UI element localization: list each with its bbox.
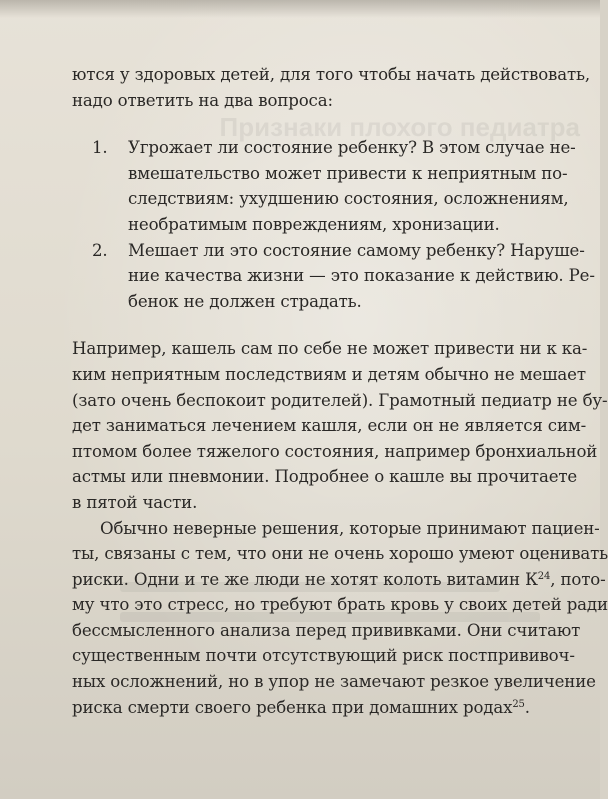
text-line: ных осложнений, но в упор не замечают резкое увеличение xyxy=(72,672,596,692)
text-line: вмешательство может привести к неприятным по- xyxy=(128,163,568,183)
text-line xyxy=(72,567,606,593)
text-line: дет заниматься лечением кашля, если он не является сим- xyxy=(72,416,587,436)
paragraph-cough-example xyxy=(72,336,608,515)
footnote-marker: 24 xyxy=(537,570,551,582)
page-edge-shadow xyxy=(0,0,600,18)
text-line: следствиям: ухудшению состояния, осложнениям, xyxy=(128,189,569,209)
paragraph-wrong-decisions xyxy=(72,516,608,721)
text-line: ются у здоровых детей, для того чтобы начать действовать, xyxy=(72,65,591,84)
text-line: надо ответить на два вопроса: xyxy=(72,90,333,110)
text-line: бессмысленного анализа перед прививками. Они считают xyxy=(72,620,581,640)
text-span: . xyxy=(524,697,530,717)
text-line xyxy=(72,695,572,721)
text-line: ты, связаны с тем, что они не очень хорошо умеют оценивать xyxy=(72,544,608,564)
page-text xyxy=(72,62,608,720)
text-line: бенок не должен страдать. xyxy=(128,291,362,311)
text-line: птомом более тяжелого состояния, например бронхиальной xyxy=(72,441,598,461)
text-span: , пото- xyxy=(550,569,606,589)
list-number: 1. xyxy=(92,138,108,158)
text-line: необратимым повреждениям, хронизации. xyxy=(128,214,500,234)
text-line: в пятой части. xyxy=(72,492,198,512)
text-span: риски. Одни и те же люди не хотят колоть витамин К xyxy=(72,569,538,589)
list-item xyxy=(72,238,595,315)
list-item xyxy=(72,135,576,237)
text-line: ние качества жизни — это показание к действию. Ре- xyxy=(128,266,595,286)
list-number: 2. xyxy=(92,240,108,260)
text-span: риска смерти своего ребенка при домашних родах xyxy=(72,697,513,717)
text-line: ким неприятным последствиям и детям обычно не мешает xyxy=(72,364,586,384)
text-line: астмы или пневмонии. Подробнее о кашле вы прочитаете xyxy=(72,467,578,487)
text-line: Например, кашель сам по себе не может привести ни к ка- xyxy=(72,339,588,359)
bleed-through-title: Признаки плохого педиатра xyxy=(219,112,580,142)
text-line: существенным почти отсутствующий риск постпрививоч- xyxy=(72,646,575,666)
text-line: Мешает ли это состояние самому ребенку? Наруше- xyxy=(128,240,585,260)
text-line: (зато очень беспокоит родителей). Грамотный педиатр не бу- xyxy=(72,390,608,410)
text-line: Обычно неверные решения, которые принимают пациен- xyxy=(100,518,600,538)
text-line: му что это стресс, но требуют брать кровь у своих детей ради xyxy=(72,595,608,615)
footnote-marker: 25 xyxy=(512,698,525,710)
numbered-list xyxy=(72,135,595,314)
text-line: Угрожает ли состояние ребенку? В этом случае не- xyxy=(128,138,576,158)
intro-text xyxy=(72,62,591,113)
